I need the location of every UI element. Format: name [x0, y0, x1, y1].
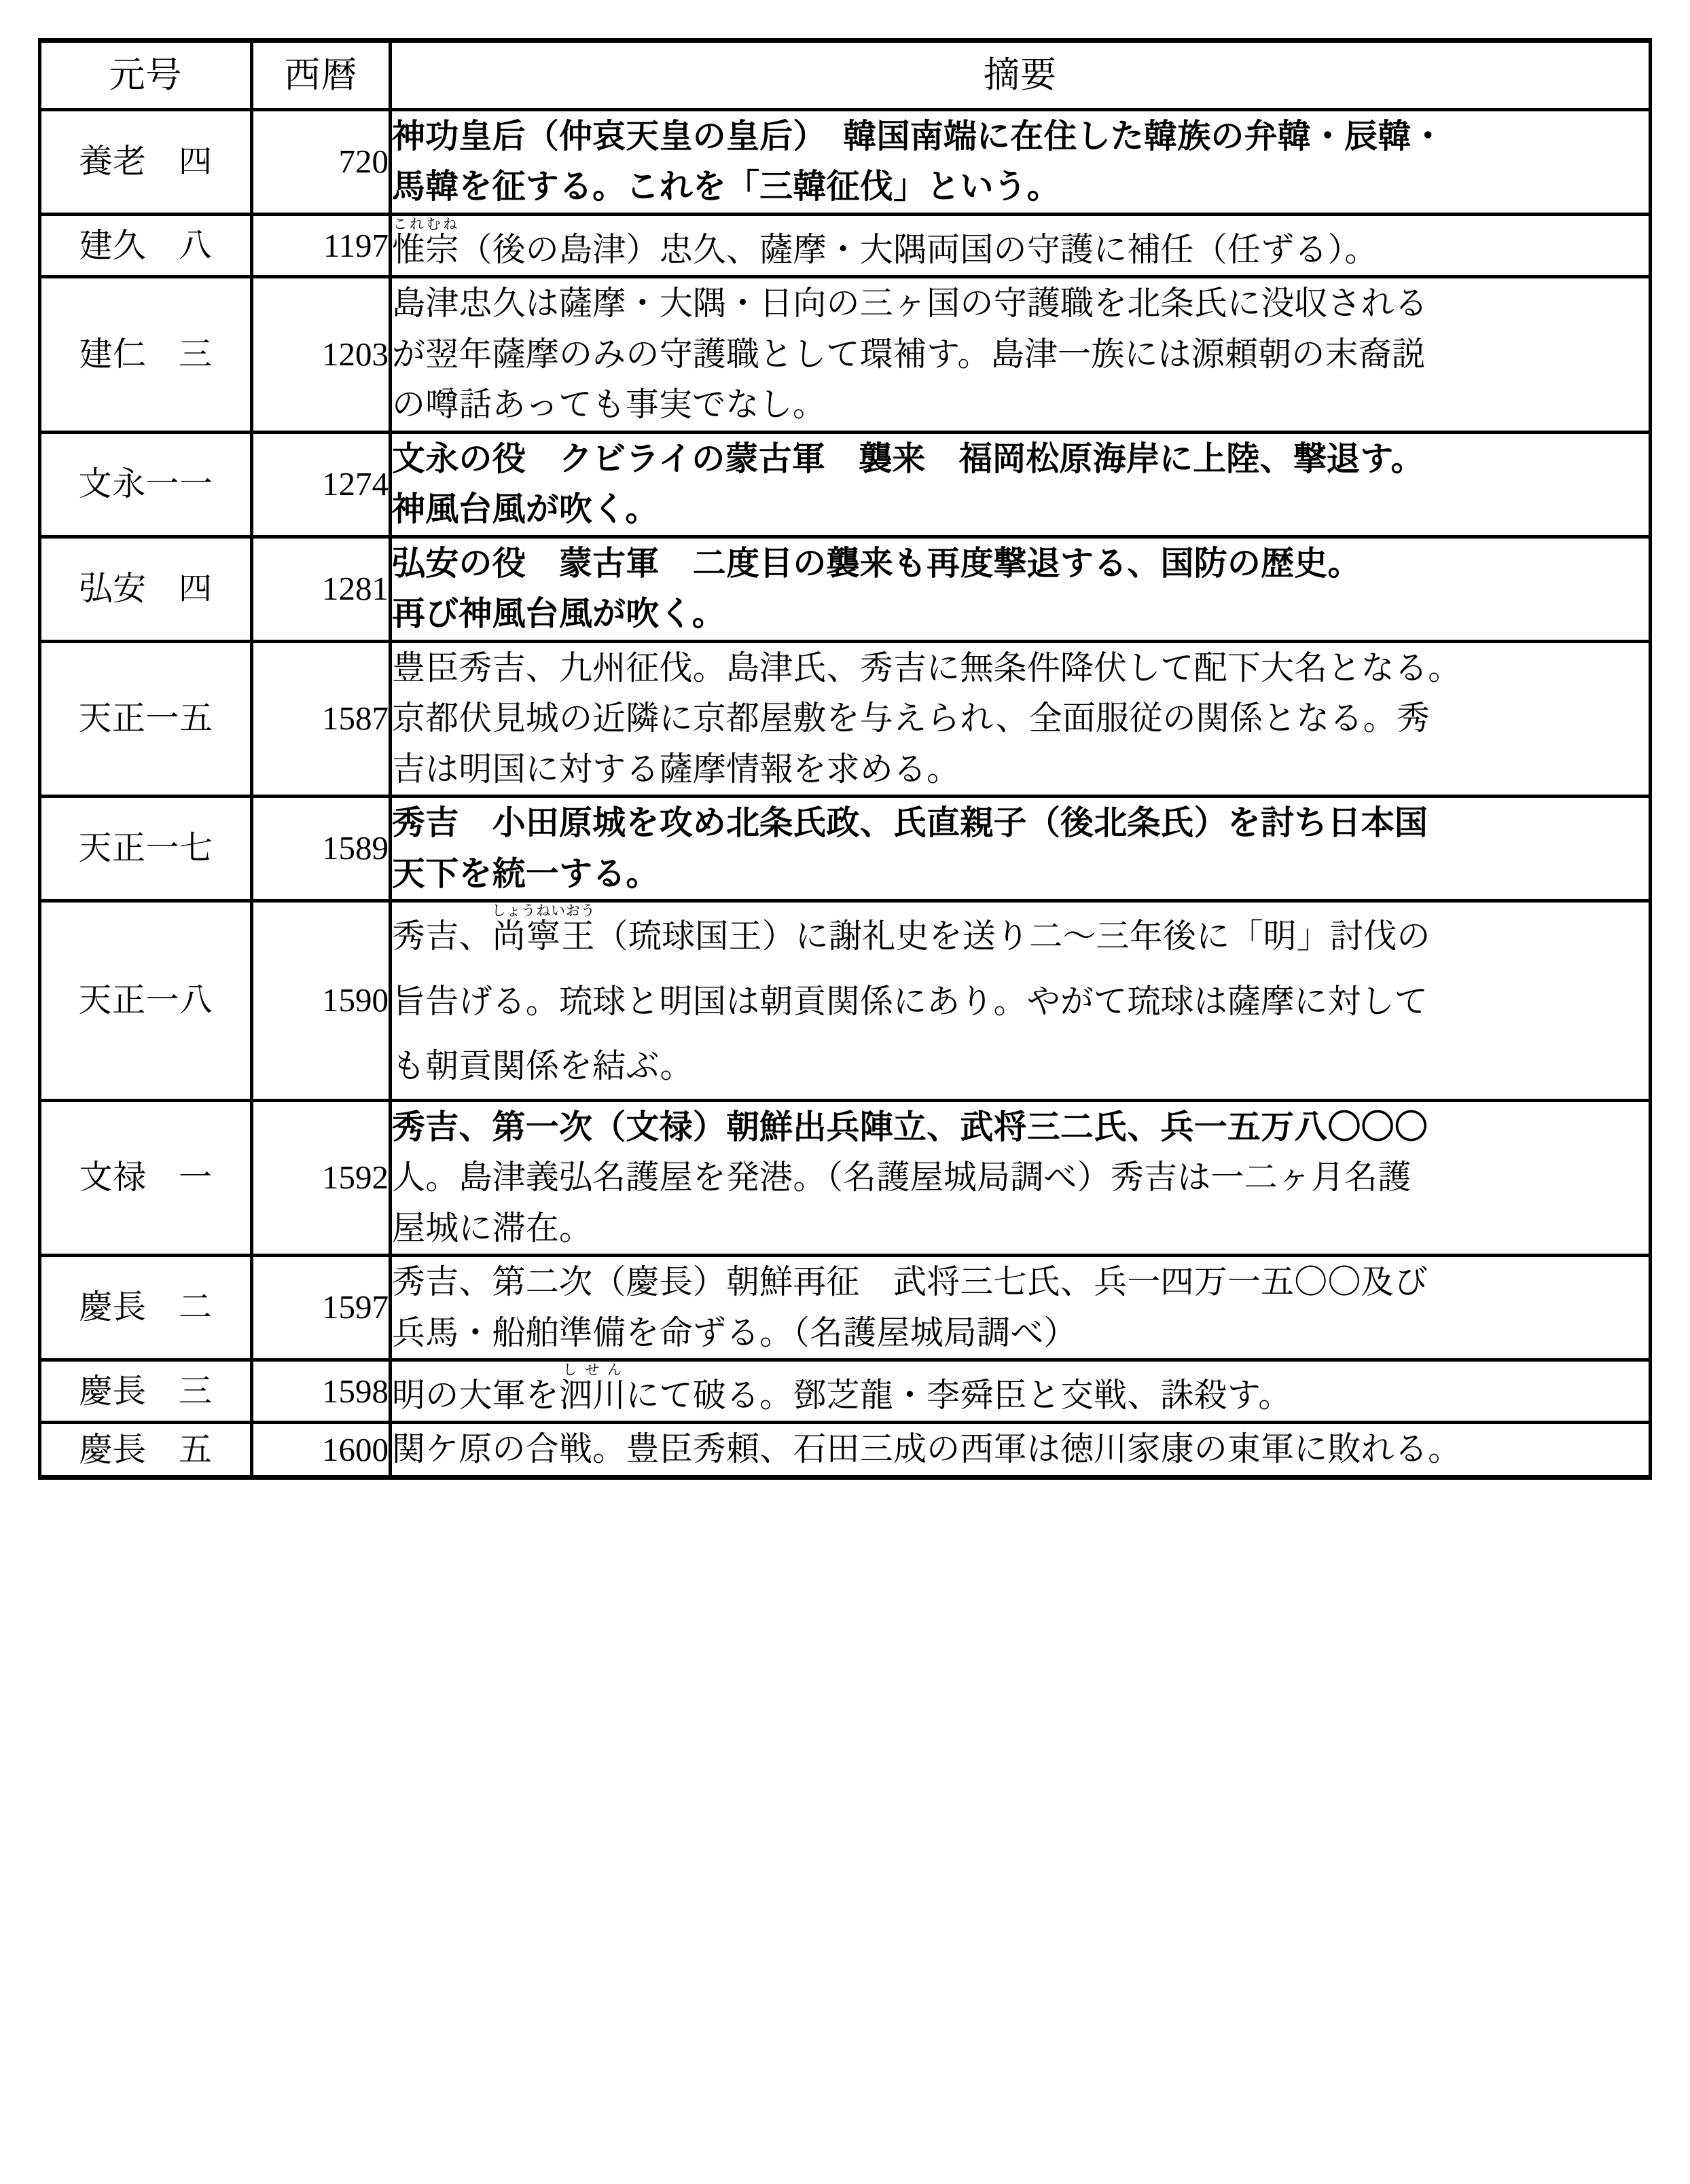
table-row — [40, 1100, 1651, 1255]
era-number: 三 — [179, 335, 213, 373]
cell-era — [40, 797, 252, 901]
desc-line: 関ケ原の合戦。豊臣秀頼、石田三成の西軍は徳川家康の東軍に敗れる。 — [392, 1430, 1462, 1468]
desc-line-bold: 秀吉、第一次（文禄）朝鮮出兵陣立、武将三二氏、兵一五万八〇〇〇 — [392, 1108, 1428, 1146]
era-name: 文永 — [78, 465, 146, 503]
era-number: 一一 — [145, 465, 213, 503]
desc-line: 神功皇后（仲哀天皇の皇后） 韓国南端に在住した韓族の弁韓・辰韓・ — [392, 117, 1445, 155]
table-row — [40, 536, 1651, 641]
desc-line: 文永の役 クビライの蒙古軍 襲来 福岡松原海岸に上陸、撃退す。 — [392, 439, 1424, 477]
column-header-era: 元号 — [40, 41, 252, 110]
cell-description — [391, 1360, 1651, 1423]
cell-year: 1197 — [252, 214, 391, 276]
ruby-reading: しょうねいおう — [491, 903, 596, 920]
era-number: 五 — [179, 1430, 213, 1468]
desc-line-head: 明の大軍を — [392, 1377, 559, 1415]
era-name: 文禄 — [79, 1159, 147, 1197]
table-row — [40, 1423, 1651, 1477]
cell-era — [40, 214, 252, 276]
cell-year: 1592 — [252, 1100, 391, 1255]
table-header — [40, 41, 1651, 110]
era-name: 天正 — [78, 829, 146, 867]
desc-line-rest: にて破る。鄧芝龍・李舜臣と交戦、誅殺す。 — [626, 1377, 1292, 1415]
cell-description — [391, 1256, 1651, 1360]
column-header-year: 西暦 — [252, 41, 391, 110]
desc-line: 秀吉、第二次（慶長）朝鮮再征 武将三七氏、兵一四万一五〇〇及び — [392, 1263, 1428, 1301]
table-row — [40, 797, 1651, 901]
cell-era — [40, 641, 252, 796]
ruby-base: 惟宗 — [392, 230, 459, 268]
cell-description — [391, 110, 1651, 215]
cell-era — [40, 536, 252, 641]
table-header-row — [40, 41, 1651, 110]
desc-line: が翌年薩摩のみの守護職として環補す。島津一族には源頼朝の末裔説 — [392, 335, 1426, 373]
era-name: 慶長 — [79, 1372, 147, 1410]
desc-line: 人。島津義弘名護屋を発港。（名護屋城局調べ）秀吉は一二ヶ月名護 — [392, 1159, 1412, 1197]
era-number: 四 — [179, 570, 213, 608]
cell-year: 1274 — [252, 432, 391, 536]
cell-description — [391, 432, 1651, 536]
cell-year: 1590 — [252, 901, 391, 1101]
desc-line: 屋城に滞在。 — [392, 1209, 593, 1247]
cell-description — [391, 641, 1651, 796]
era-number: 一七 — [145, 829, 213, 867]
table-row — [40, 432, 1651, 536]
table-body — [40, 110, 1651, 1478]
table-row — [40, 1256, 1651, 1360]
desc-line: 再び神風台風が吹く。 — [392, 595, 725, 633]
cell-year: 1597 — [252, 1256, 391, 1360]
era-number: 四 — [179, 143, 213, 181]
ruby-reading: しせん — [558, 1362, 626, 1379]
table-row — [40, 1360, 1651, 1423]
era-number: 八 — [179, 226, 213, 264]
column-header-description: 摘要 — [391, 41, 1651, 110]
ruby-annotation — [491, 903, 596, 956]
era-name: 建久 — [79, 226, 147, 264]
desc-line: 馬韓を征する。これを「三韓征伐」という。 — [392, 168, 1060, 206]
desc-line-rest: （後の島津）忠久、薩摩・大隅両国の守護に補任（任ずる）。 — [459, 230, 1378, 268]
cell-era — [40, 110, 252, 215]
cell-description — [391, 901, 1651, 1101]
cell-year: 1587 — [252, 641, 391, 796]
cell-era — [40, 1423, 252, 1477]
desc-line — [392, 216, 1649, 275]
era-name: 弘安 — [79, 570, 147, 608]
desc-line: 秀吉 小田原城を攻め北条氏政、氏直親子（後北条氏）を討ち日本国 — [392, 804, 1428, 842]
cell-description — [391, 277, 1651, 432]
desc-line: 旨告げる。琉球と明国は朝貢関係にあり。やがて琉球は薩摩に対して — [392, 982, 1428, 1020]
desc-line: 吉は明国に対する薩摩情報を求める。 — [392, 750, 960, 788]
table-row — [40, 901, 1651, 1101]
era-number: 一八 — [145, 981, 213, 1019]
desc-line: 兵馬・船舶準備を命ずる。（名護屋城局調べ） — [392, 1313, 1077, 1351]
era-name: 天正 — [78, 981, 146, 1019]
era-name: 慶長 — [79, 1288, 147, 1326]
era-name: 養老 — [79, 143, 147, 181]
cell-year: 1589 — [252, 797, 391, 901]
cell-year: 1598 — [252, 1360, 391, 1423]
cell-description — [391, 536, 1651, 641]
desc-line: も朝貢関係を結ぶ。 — [392, 1047, 694, 1085]
desc-line: 島津忠久は薩摩・大隅・日向の三ヶ国の守護職を北条氏に没収される — [392, 285, 1428, 323]
desc-line — [392, 1362, 1649, 1421]
ruby-annotation — [558, 1362, 626, 1415]
cell-year: 1203 — [252, 277, 391, 432]
desc-line: 天下を統一する。 — [392, 854, 660, 892]
era-number: 三 — [179, 1372, 213, 1410]
cell-description — [391, 1423, 1651, 1477]
desc-line-head: 秀吉、 — [392, 917, 492, 956]
cell-era — [40, 432, 252, 536]
table-row — [40, 214, 1651, 276]
cell-description — [391, 214, 1651, 276]
desc-line — [392, 903, 1649, 969]
cell-era — [40, 277, 252, 432]
cell-era — [40, 1100, 252, 1255]
era-number: 一 — [179, 1159, 213, 1197]
desc-line: の噂話あっても事実でなし。 — [392, 386, 827, 424]
ruby-annotation — [392, 215, 459, 268]
cell-year: 720 — [252, 110, 391, 215]
era-name: 建仁 — [79, 335, 147, 373]
cell-description — [391, 797, 1651, 901]
chronology-table — [38, 38, 1652, 1480]
table-row — [40, 110, 1651, 215]
ruby-base: 尚寧王 — [491, 917, 596, 956]
ruby-base: 泗川 — [558, 1377, 626, 1415]
cell-era — [40, 1256, 252, 1360]
desc-line: 豊臣秀吉、九州征伐。島津氏、秀吉に無条件降伏して配下大名となる。 — [392, 649, 1462, 687]
desc-line: 京都伏見城の近隣に京都屋敷を与えられ、全面服従の関係となる。秀 — [392, 699, 1431, 738]
era-number: 二 — [179, 1288, 213, 1326]
cell-era — [40, 901, 252, 1101]
cell-era — [40, 1360, 252, 1423]
cell-year: 1281 — [252, 536, 391, 641]
ruby-reading: これむね — [392, 215, 459, 232]
desc-line-rest: （琉球国王）に謝礼史を送り二～三年後に「明」討伐の — [594, 917, 1431, 956]
desc-line: 神風台風が吹く。 — [392, 490, 659, 528]
era-name: 慶長 — [79, 1430, 147, 1468]
cell-description — [391, 1100, 1651, 1255]
table-row — [40, 641, 1651, 796]
desc-line: 弘安の役 蒙古軍 二度目の襲来も再度撃退する、国防の歴史。 — [392, 544, 1361, 582]
cell-year: 1600 — [252, 1423, 391, 1477]
era-name: 天正 — [78, 699, 146, 738]
table-row — [40, 277, 1651, 432]
era-number: 一五 — [145, 699, 213, 738]
